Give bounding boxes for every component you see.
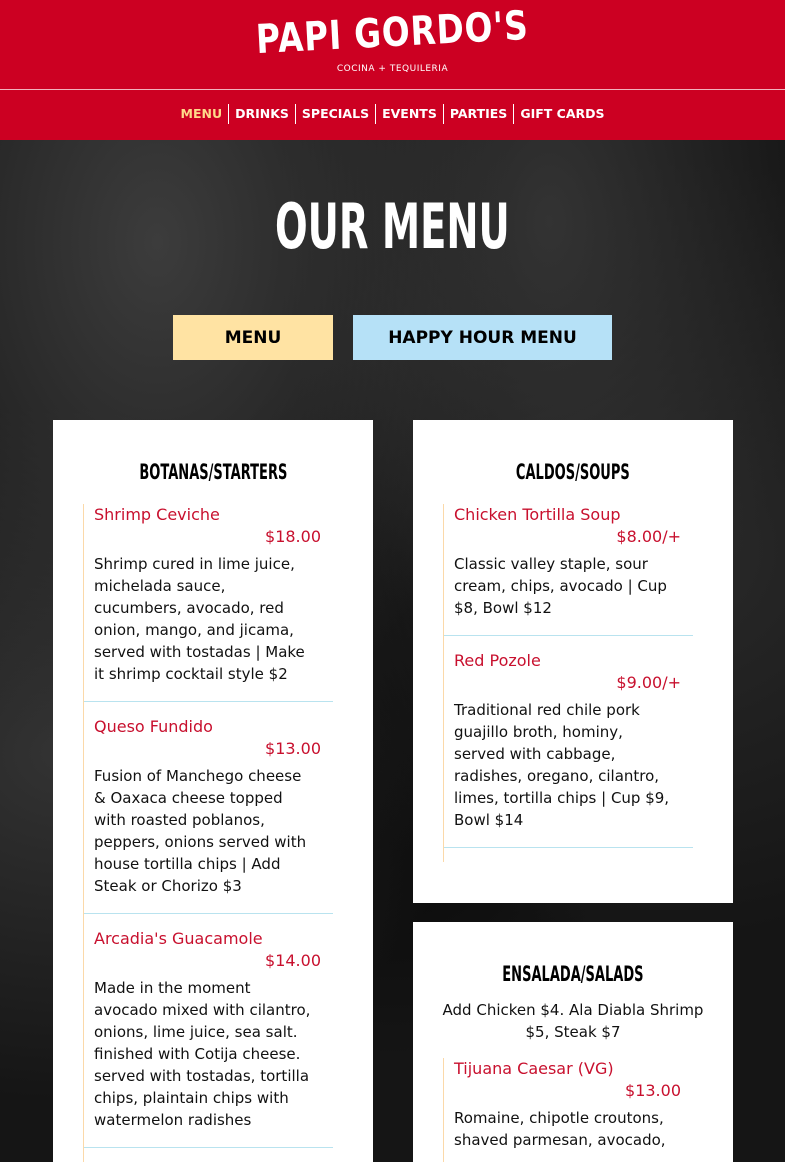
item-name: Shrimp Ceviche: [94, 505, 220, 524]
item-description: Romaine, chipotle croutons, shaved parmesan, avocado,: [454, 1109, 666, 1149]
logo-wordmark: PAPI GORDO'S: [255, 2, 530, 64]
soups-list: [443, 504, 693, 862]
item-name: Tijuana Caesar (VG): [454, 1059, 614, 1078]
menu-item: [84, 504, 333, 702]
item-price: $13.00: [625, 1081, 681, 1100]
item-name: Arcadia's Guacamole: [94, 929, 263, 948]
site-header: [0, 0, 785, 140]
menu-tab-button[interactable]: MENU: [173, 315, 333, 360]
starters-card: [53, 420, 373, 1162]
menu-item: [444, 650, 693, 848]
menu-item: [444, 504, 693, 636]
item-name: Chicken Tortilla Soup: [454, 505, 621, 524]
item-price: $8.00/+: [616, 527, 681, 546]
soups-card: [413, 420, 733, 903]
item-price: $13.00: [265, 739, 321, 758]
nav-parties[interactable]: PARTIES: [443, 104, 513, 124]
item-name: Queso Fundido: [94, 717, 213, 736]
item-price: $9.00/+: [616, 673, 681, 692]
salads-addons-note: Add Chicken $4. Ala Diabla Shrimp $5, Steak $7: [442, 1001, 704, 1041]
salads-list: [443, 1058, 693, 1162]
nav-specials[interactable]: SPECIALS: [295, 104, 375, 124]
section-title-soups: CALDOS/SOUPS: [516, 460, 630, 484]
item-price: $18.00: [265, 527, 321, 546]
item-description: Shrimp cured in lime juice, michelada sauce, cucumbers, avocado, red onion, mango, and jicama, served with tostadas | Make it shrimp cocktail style $2: [94, 555, 305, 683]
main-nav: [0, 104, 785, 124]
menu-item: [444, 1058, 693, 1162]
logo[interactable]: [0, 2, 785, 74]
section-title-salads: ENSALADA/SALADS: [502, 962, 644, 986]
item-description: Traditional red chile pork guajillo broth, hominy, served with cabbage, radishes, oregano, cilantro, limes, tortilla chips | Cup $9, Bowl $14: [454, 701, 670, 829]
header-divider: [0, 89, 785, 90]
page-title: OUR MENU: [275, 190, 510, 263]
salads-card: [413, 922, 733, 1162]
nav-menu[interactable]: MENU: [180, 106, 223, 121]
logo-tagline: COCINA + TEQUILERIA: [336, 64, 449, 74]
item-price: $14.00: [265, 951, 321, 970]
item-name: Red Pozole: [454, 651, 541, 670]
section-title-starters: BOTANAS/STARTERS: [138, 460, 287, 484]
item-description: Fusion of Manchego cheese & Oaxaca cheese topped with roasted poblanos, peppers, onions served with house tortilla chips | Add Steak or Chorizo $3: [94, 767, 307, 895]
item-description: Made in the moment avocado mixed with cilantro, onions, lime juice, sea salt. finished with Cotija cheese. served with tostadas, tortilla chips, plaintain chips with watermelon radishes: [94, 979, 311, 1129]
nav-gift-cards[interactable]: GIFT CARDS: [513, 104, 610, 124]
menu-item: [84, 716, 333, 914]
happy-hour-tab-button[interactable]: HAPPY HOUR MENU: [353, 315, 612, 360]
nav-drinks[interactable]: DRINKS: [228, 104, 295, 124]
nav-events[interactable]: EVENTS: [375, 104, 443, 124]
menu-item: [84, 928, 333, 1148]
item-description: Classic valley staple, sour cream, chips, avocado | Cup $8, Bowl $12: [454, 555, 667, 617]
starters-list: [83, 504, 333, 1162]
